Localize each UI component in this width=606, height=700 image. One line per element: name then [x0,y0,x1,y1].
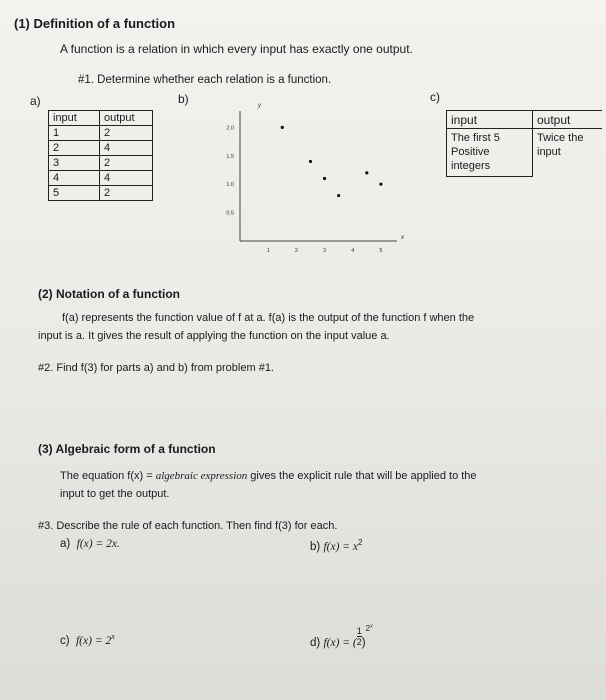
exponent-group [366,624,373,633]
part-c-label: c) [430,90,440,104]
data-point [337,194,340,197]
table-c-header-input: input [451,113,478,127]
part-a-label: a) [30,94,41,108]
table-a-header-output: output [100,111,153,126]
table-cell: 2 [100,126,153,141]
algebraic-expression-text: algebraic expression [155,470,248,482]
part-label: a) [60,538,71,550]
problem3-part-b [310,538,362,553]
table-row [49,126,153,141]
table-a [48,110,153,201]
part-label: d) [310,636,321,649]
table-c-header-output: output [537,113,571,127]
fraction-denominator: 2 [356,637,362,647]
algebraic-line1 [60,470,477,482]
table-cell: 5 [49,186,100,201]
problem3-part-c [60,632,115,647]
y-tick-label: 2.0 [226,125,234,132]
table-c-underline [447,176,533,177]
section1-heading: (1) Definition of a function [14,16,176,31]
table-a-header-row [49,111,153,126]
y-tick-label: 0.5 [226,210,234,217]
table-c-input-value: The first 5 Positive integers [451,132,500,172]
table-cell: 4 [100,141,153,156]
data-point [379,183,382,186]
table-row [49,171,153,186]
function-definition: A function is a relation in which every input has exactly one output. [60,42,413,56]
exponent-variable: x [370,623,373,630]
x-tick-label: 3 [323,248,327,254]
data-point [281,126,284,129]
exponent: 2 [358,538,363,547]
function-expression-d: f(x) = ( [323,636,357,649]
algebraic-line2: input to get the output. [60,488,170,500]
close-paren: ) [361,636,366,649]
table-cell: 2 [100,186,153,201]
table-c-output-column [532,111,603,177]
data-point [309,160,312,163]
problem3-part-a [60,538,120,550]
x-tick-label: 2 [294,248,298,254]
x-tick-label: 5 [379,248,383,254]
problem1-text: #1. Determine whether each relation is a function. [78,74,332,86]
table-row [49,141,153,156]
exponent: x [111,632,115,641]
function-expression-b: f(x) = x [323,540,359,553]
algebraic-line1-start: The equation f(x) = [60,470,156,482]
section3-heading: (3) Algebraic form of a function [38,442,216,456]
table-cell: 3 [49,156,100,171]
fraction-numerator: 1 [356,626,362,636]
y-tick-label: 1.0 [226,182,234,189]
y-tick-label: 1.5 [226,153,234,160]
table-c-header-divider [446,128,602,129]
table-cell: 2 [49,141,100,156]
part-label: b) [310,540,321,553]
table-c-input-column [446,111,533,177]
problem2-text: #2. Find f(3) for parts a) and b) from problem #1. [38,362,274,374]
x-tick-label: 1 [266,248,270,254]
part-b-label: b) [178,92,189,106]
table-cell: 4 [49,171,100,186]
data-point [365,171,368,174]
table-c [446,110,602,177]
scatter-plot-b [195,98,410,260]
table-cell: 1 [49,126,100,141]
problem3-text: #3. Describe the rule of each function. Then find f(3) for each. [38,520,338,532]
function-expression-c: f(x) = 2 [75,634,112,647]
data-point [323,177,326,180]
section2-heading: (2) Notation of a function [38,287,180,301]
x-axis-label: x [401,235,404,241]
x-tick-label: 4 [351,248,355,254]
algebraic-line1-end: gives the explicit rule that will be applied to the [247,470,477,482]
table-a-header-input: input [49,111,100,126]
notation-line2: input is a. It gives the result of applying the function on the input value a. [38,330,390,342]
table-row [49,156,153,171]
table-row [49,186,153,201]
table-cell: 4 [100,171,153,186]
function-expression-a: f(x) = 2x. [76,538,120,550]
y-axis-label: y [258,103,261,109]
fraction-one-half [357,626,362,647]
part-label: c) [60,634,70,647]
table-c-output-value: Twice the input [537,132,584,158]
exponent: 2 [365,623,371,633]
table-cell: 2 [100,156,153,171]
notation-line1: f(a) represents the function value of f at a. f(a) is the output of the function f when the [62,312,475,324]
problem3-part-d [310,622,373,652]
